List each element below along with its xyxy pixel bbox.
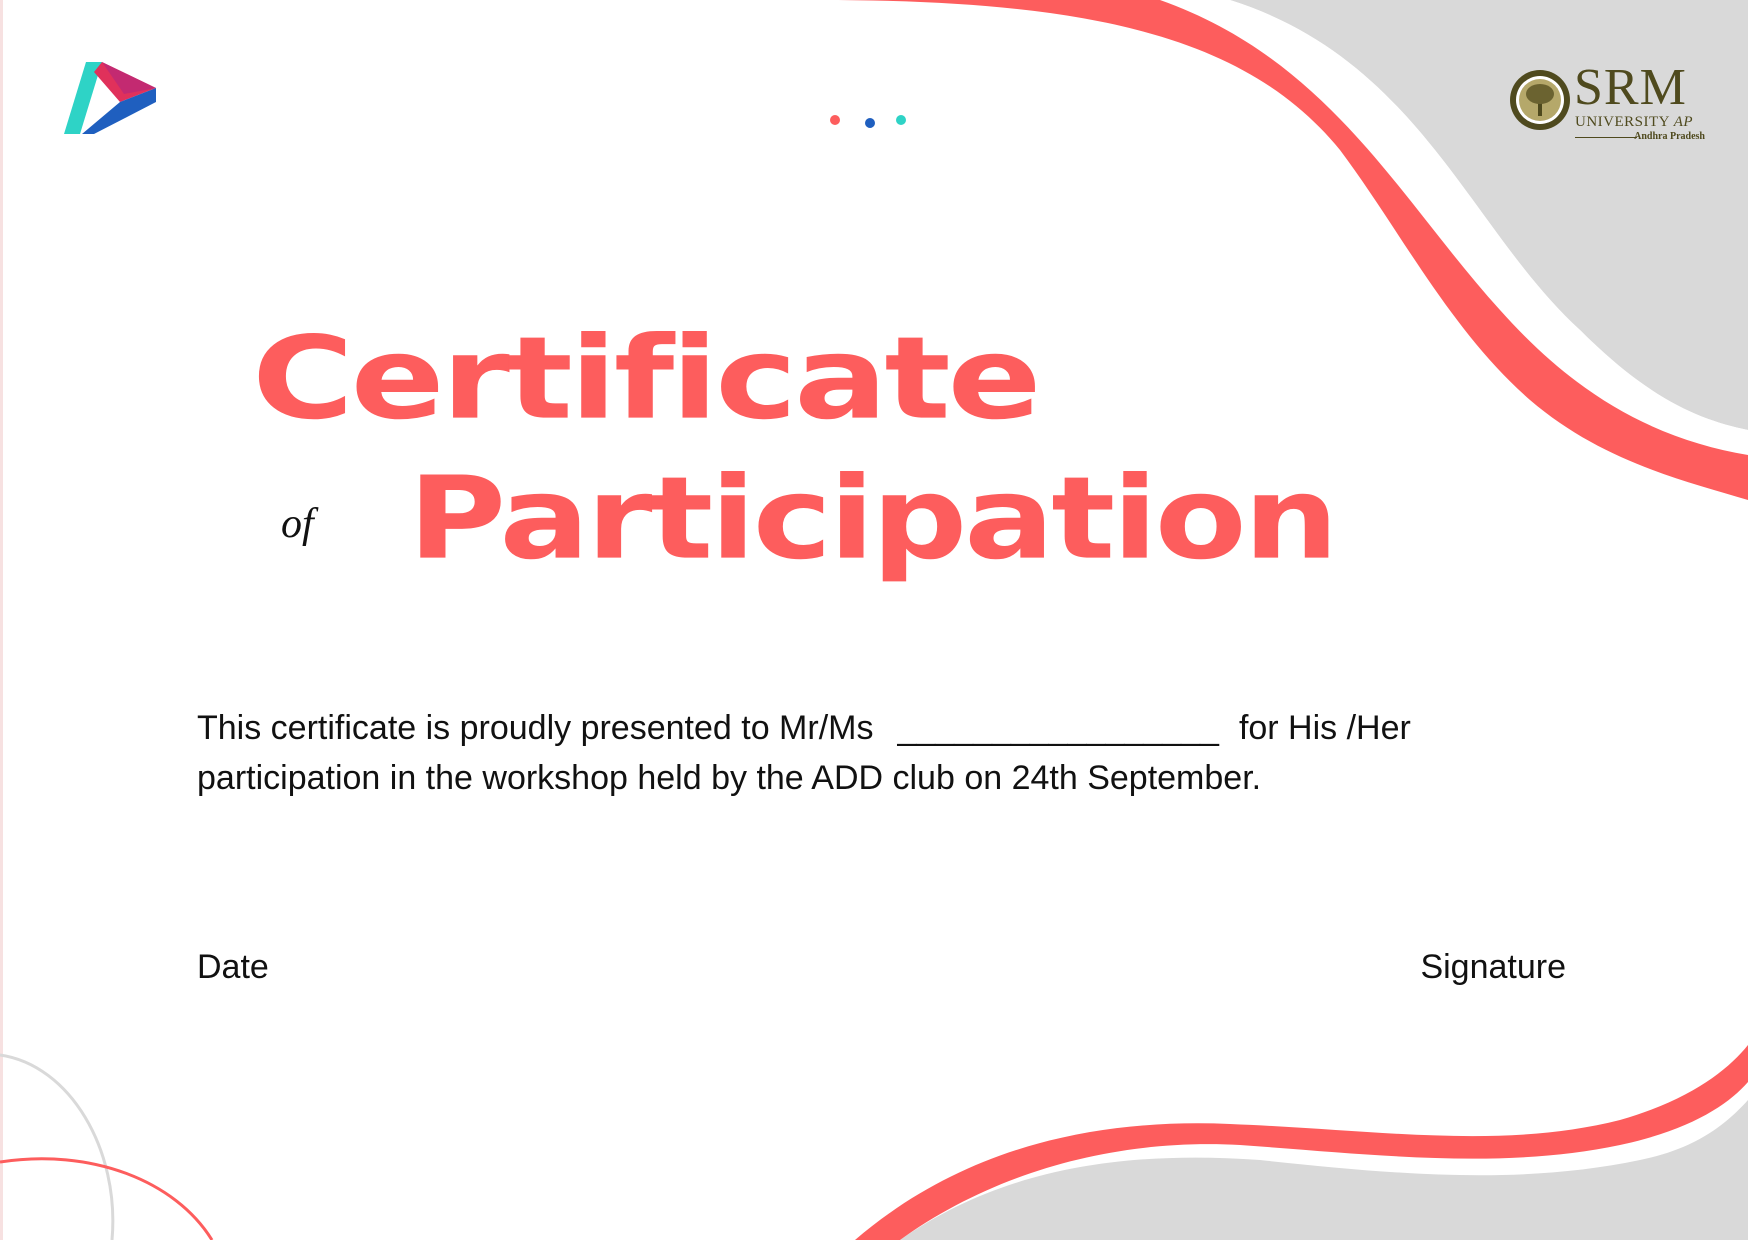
body-suffix: for His /Her (1238, 709, 1411, 747)
name-blank: _________________ (897, 709, 1219, 747)
body-line-2: participation in the workshop held by the ADD club on 24th September. (197, 759, 1262, 797)
date-label: Date (197, 948, 269, 986)
srm-subtitle (1575, 114, 1693, 130)
dot-blue (865, 118, 875, 128)
bottom-left-gray-arc (0, 1055, 113, 1240)
club-logo-icon (64, 62, 164, 142)
dot-red (830, 115, 840, 125)
signature-label: Signature (1420, 948, 1566, 986)
body-prefix: This certificate is proudly presented to Mr/Ms (197, 709, 874, 747)
certificate-body (197, 703, 1597, 803)
srm-seal-icon (1508, 68, 1572, 132)
title-certificate: Certificate (252, 312, 1039, 446)
body-line-1 (197, 703, 1597, 753)
srm-location: Andhra Pradesh (1634, 131, 1705, 142)
srm-university-logo (1508, 59, 1708, 148)
srm-name: SRM (1574, 59, 1687, 116)
decorative-dots (830, 113, 910, 129)
srm-university-text: UNIVERSITY (1575, 114, 1670, 130)
dot-teal (896, 115, 906, 125)
title-connector: of (281, 501, 314, 547)
srm-ap-text: AP (1673, 114, 1694, 130)
title-participation: Participation (408, 452, 1336, 586)
